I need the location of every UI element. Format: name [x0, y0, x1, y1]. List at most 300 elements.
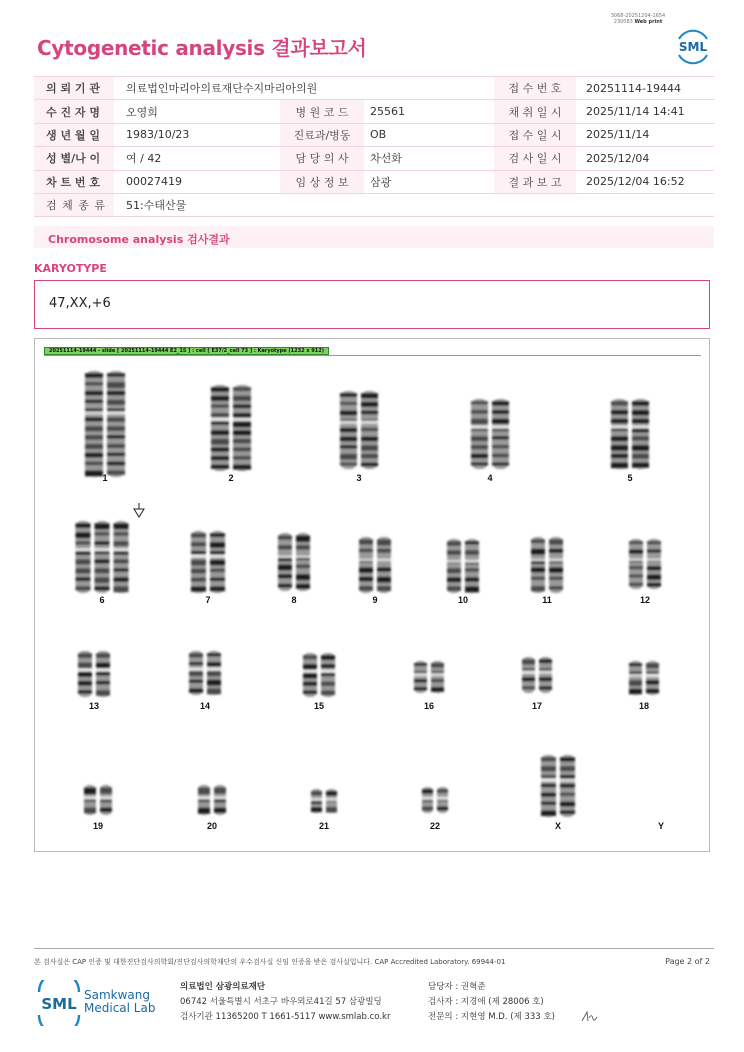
chromosome-band	[437, 789, 448, 793]
chromosome-10	[446, 539, 480, 593]
centromere	[295, 555, 311, 558]
chromosome-band	[95, 568, 110, 573]
chromosome-band	[191, 533, 206, 537]
chromosome-band	[303, 673, 317, 679]
chromosome-band	[114, 559, 129, 563]
chromosome-band	[431, 687, 444, 692]
label-department: 진료과/병동	[280, 123, 364, 146]
centromere	[646, 558, 662, 561]
chromosome-band	[76, 568, 91, 573]
centromere	[530, 558, 546, 561]
chromosome-band	[340, 454, 357, 460]
chromosome-11	[530, 537, 564, 593]
chromosome-band	[361, 402, 378, 407]
chromosome-band	[541, 810, 556, 816]
chromosome-4	[470, 399, 510, 469]
chromosome-band	[191, 560, 206, 566]
sml-badge-logo	[673, 26, 713, 66]
chromosome-band	[107, 417, 125, 421]
centromere	[436, 797, 449, 800]
centromere	[559, 779, 576, 782]
centromere	[84, 411, 104, 414]
centromere	[83, 796, 97, 799]
chromosome-band	[210, 542, 225, 548]
chromosome-band	[311, 791, 322, 795]
staff-manager: 담당자 : 권혁준	[428, 982, 486, 992]
chromosome-band	[340, 402, 357, 405]
signature	[580, 1009, 600, 1025]
label-physician: 담 당 의 사	[280, 147, 364, 170]
centromere	[631, 426, 650, 429]
chromosome-8	[277, 533, 311, 591]
chromosome-band	[303, 664, 317, 670]
chromosome-band	[531, 549, 545, 555]
chromosome-band	[85, 373, 103, 378]
centromere	[206, 668, 222, 671]
chromosome-band	[422, 807, 433, 811]
info-row	[34, 170, 714, 193]
chromosome-band	[522, 686, 535, 689]
chromosome-band	[541, 784, 556, 787]
chromosome-band	[611, 436, 628, 441]
chromatid-body	[76, 521, 91, 593]
value-hospital-code: 25561	[364, 100, 494, 123]
chromosome-band	[76, 577, 91, 581]
centromere	[360, 421, 379, 424]
info-row	[34, 100, 714, 123]
chromosome-band	[211, 404, 229, 407]
chromosome-band	[76, 586, 91, 590]
chromosome-label-16: 16	[423, 701, 435, 711]
chromosome-label-6: 6	[99, 595, 105, 605]
chromosome-band	[78, 681, 92, 686]
patient-info-table	[34, 76, 714, 217]
chromosome-band	[233, 456, 251, 460]
chromosome-band	[114, 541, 129, 546]
chromosome-band	[303, 682, 317, 686]
chromosome-band	[189, 662, 203, 665]
centromere	[430, 673, 445, 676]
chromosome-band	[326, 791, 337, 796]
chromosome-band	[107, 373, 125, 376]
centromere	[339, 421, 358, 424]
chromosome-band	[431, 679, 444, 682]
centromere	[190, 555, 207, 558]
chromosome-band	[361, 463, 378, 467]
chromosome-band	[76, 559, 91, 564]
section-title: Chromosome analysis 검사결과	[34, 226, 714, 248]
chromosome-label-21: 21	[318, 821, 330, 831]
chromosome-band	[85, 417, 103, 421]
chromosome-band	[549, 586, 563, 590]
chromosome-band	[377, 539, 391, 545]
centromere	[106, 411, 126, 414]
chromosome-band	[233, 404, 251, 408]
logo-line2: Medical Lab	[84, 1001, 156, 1015]
chromosome-band	[211, 465, 229, 469]
chromosome-band	[471, 419, 488, 424]
chromosome-band	[549, 567, 563, 572]
chromosome-band	[629, 680, 642, 686]
chromosome-band	[549, 549, 563, 553]
chromosome-band	[210, 586, 225, 591]
chromosome-17	[521, 657, 553, 693]
chromosome-band	[447, 568, 461, 573]
chromosome-label-2: 2	[228, 473, 234, 483]
value-chart-no: 00027419	[114, 170, 280, 193]
lab-org-name: 의료법인 삼광의료재단	[180, 982, 266, 992]
chromosome-band	[321, 690, 335, 695]
chromatid-body	[647, 539, 661, 589]
centromere	[548, 558, 564, 561]
chromosome-20	[197, 785, 227, 815]
chromosome-band	[447, 550, 461, 555]
value-requesting-org: 의료법인마리아의료재단수지마리아의원	[114, 77, 494, 100]
chromosome-band	[611, 445, 628, 451]
chromosome-band	[233, 439, 251, 444]
chromosome-band	[361, 411, 378, 415]
centromere	[188, 668, 204, 671]
chromosome-X	[540, 755, 576, 817]
chromosome-band	[78, 653, 92, 658]
chromosome-band	[207, 662, 221, 666]
chromosome-band	[100, 808, 112, 813]
chromosome-band	[471, 401, 488, 404]
chromosome-band	[611, 454, 628, 458]
chromosome-band	[210, 578, 225, 582]
chromosome-label-14: 14	[199, 701, 211, 711]
chromosome-band	[114, 586, 129, 592]
label-hospital-code: 병 원 코 드	[280, 100, 364, 123]
chromosome-band	[361, 393, 378, 398]
chromosome-band	[647, 574, 661, 580]
chromosome-band	[189, 688, 203, 692]
value-test-date: 2025/12/04	[576, 147, 714, 170]
chromosome-band	[114, 577, 129, 582]
chromosome-band	[560, 802, 575, 807]
chromosome-band	[492, 462, 509, 465]
chromosome-21	[310, 789, 338, 813]
staff-info	[428, 980, 555, 1025]
chromosome-band	[211, 422, 229, 425]
centromere	[320, 670, 336, 673]
chromosome-band	[492, 454, 509, 458]
chromosome-band	[207, 688, 221, 694]
chromosome-band	[359, 586, 373, 591]
chromosome-band	[78, 690, 92, 694]
page-number: Page 2 of 2	[665, 957, 710, 966]
chromosome-band	[361, 454, 378, 459]
chromosome-band	[296, 535, 310, 542]
chromatid-body	[359, 537, 373, 593]
chromosome-band	[492, 419, 509, 424]
chromosome-band	[85, 462, 103, 466]
chromosome-9	[358, 537, 392, 593]
chromosome-band	[233, 422, 251, 428]
chromosome-band	[278, 545, 292, 549]
centromere	[446, 560, 462, 563]
chromosome-band	[447, 577, 461, 582]
chromosome-band	[471, 454, 488, 459]
chromosome-band	[214, 788, 226, 794]
chromosome-7	[190, 531, 226, 593]
chromosome-12	[628, 539, 662, 589]
chromosome-label-1: 1	[102, 473, 108, 483]
chromosome-band	[311, 807, 322, 812]
chromosome-band	[549, 539, 563, 544]
centromere	[302, 670, 318, 673]
centromere	[232, 418, 252, 421]
chromosome-band	[191, 578, 206, 582]
chromosome-band	[214, 808, 226, 813]
chromosome-band	[632, 419, 649, 424]
chromatid-body	[629, 539, 643, 589]
chromosome-band	[107, 462, 125, 466]
footer-accreditation-note: 본 검사실은 CAP 인증 및 대한진단검사의학회/진단검사의학재단의 우수검사실 신임 인증을 받은 검사실입니다. CAP Accredited Laboratory. 69944-01	[34, 958, 506, 966]
chromosome-band	[296, 545, 310, 550]
chromosome-label-17: 17	[531, 701, 543, 711]
chromosome-band	[321, 655, 335, 660]
chromosome-band	[560, 784, 575, 788]
chromosome-band	[492, 436, 509, 439]
chromosome-3	[339, 391, 379, 469]
chromosome-band	[629, 549, 643, 553]
chromosome-band	[539, 686, 552, 689]
chromosome-band	[76, 541, 91, 544]
chromosome-band	[377, 586, 391, 591]
chromosome-band	[647, 541, 661, 544]
chromosome-band	[465, 586, 479, 592]
chromosome-band	[210, 533, 225, 537]
chromosome-band	[632, 462, 649, 467]
value-collection-time: 2025/11/14 14:41	[576, 100, 714, 123]
chromosome-band	[629, 663, 642, 666]
value-sex-age: 여 / 42	[114, 147, 280, 170]
chromosome-band	[531, 577, 545, 580]
chromosome-band	[233, 387, 251, 391]
chromosome-band	[76, 523, 91, 528]
centromere	[213, 796, 227, 799]
chromosome-label-3: 3	[356, 473, 362, 483]
staff-specialist: 전문의 : 지현영 M.D. (제 333 호)	[428, 1012, 555, 1022]
chromosome-band	[471, 462, 488, 465]
karyotype-result	[34, 280, 710, 329]
chromosome-15	[302, 653, 336, 697]
chromosome-label-18: 18	[638, 701, 650, 711]
chromosome-label-8: 8	[291, 595, 297, 605]
centromere	[538, 671, 553, 674]
chromosome-band	[632, 410, 649, 415]
centromere	[628, 558, 644, 561]
karyogram-caption: 20251114-19444 - slide [ 20251114-19444 E2_15 ] : cell [ E37/2_cell 73 ] : Karyotype (1232 x 912)	[44, 347, 329, 355]
chromosome-band	[359, 577, 373, 582]
chromosome-band	[85, 453, 103, 458]
chromosome-band	[340, 437, 357, 442]
chromosome-band	[539, 677, 552, 681]
chromosome-13	[77, 651, 111, 697]
chromosome-band	[233, 396, 251, 401]
chromosome-band	[114, 568, 129, 571]
chromosome-band	[531, 567, 545, 572]
chromosome-band	[321, 664, 335, 668]
centromere	[413, 673, 428, 676]
chromosome-2	[210, 385, 252, 471]
chromosome-19	[83, 785, 113, 815]
chromatid-body	[471, 399, 488, 469]
chromosome-band	[296, 564, 310, 568]
chromosome-band	[278, 564, 292, 570]
chromosome-band	[96, 672, 110, 676]
chromosome-band	[78, 672, 92, 677]
chromosome-band	[211, 439, 229, 445]
chromatid-body	[492, 399, 509, 469]
label-chart-no: 차 트 번 호	[34, 170, 114, 193]
chromosome-band	[447, 541, 461, 546]
karyotype-label: KARYOTYPE	[34, 262, 107, 275]
chromosome-band	[359, 567, 373, 573]
centromere	[277, 555, 293, 558]
chromosome-band	[361, 437, 378, 442]
info-row	[34, 147, 714, 170]
chromosome-band	[191, 542, 206, 546]
chromosome-band	[210, 569, 225, 572]
centromere	[197, 796, 211, 799]
chromosome-band	[632, 401, 649, 406]
chromosome-band	[340, 445, 357, 448]
centromere	[470, 426, 489, 429]
chromosome-band	[629, 574, 643, 577]
chromosome-label-5: 5	[627, 473, 633, 483]
print-meta-line1: 3068-20251204-1654	[610, 13, 666, 19]
chromosome-band	[326, 807, 337, 813]
chromosome-band	[85, 382, 103, 385]
label-accession-no: 접 수 번 호	[494, 77, 576, 100]
chromosome-label-19: 19	[92, 821, 104, 831]
chromosome-band	[211, 387, 229, 392]
chromosome-band	[431, 663, 444, 668]
lab-contact-line: 검사기관 11365200 T 1661-5117 www.smlab.co.kr	[180, 1012, 391, 1022]
logo-line1: Samkwang	[84, 988, 150, 1002]
chromosome-band	[611, 401, 628, 405]
chromosome-band	[647, 549, 661, 552]
chromosome-band	[321, 682, 335, 686]
chromosome-band	[296, 574, 310, 580]
chromosome-band	[414, 679, 427, 682]
logo-word: SML	[41, 995, 77, 1013]
karyotype-value: 47,XX,+6	[49, 296, 111, 311]
chromatid-body	[278, 533, 292, 591]
chromosome-band	[414, 663, 427, 666]
chromosome-band	[95, 523, 110, 529]
label-requesting-org: 의 뢰 기 관	[34, 77, 114, 100]
print-meta	[598, 13, 678, 25]
value-result-report: 2025/12/04 16:52	[576, 170, 714, 193]
chromosome-band	[361, 445, 378, 451]
chromosome-band	[207, 671, 221, 676]
chromosome-band	[340, 411, 357, 416]
chromosome-band	[560, 766, 575, 771]
chromosome-band	[414, 687, 427, 690]
chromosome-band	[340, 428, 357, 432]
chromosome-band	[107, 435, 125, 439]
chromosome-band	[191, 586, 206, 591]
karyogram-drawing	[35, 339, 711, 853]
centromere	[95, 668, 111, 671]
value-received-time: 2025/11/14	[576, 123, 714, 146]
centromere	[358, 558, 374, 561]
chromosome-band	[107, 453, 125, 456]
web-print-label: Web print	[634, 19, 663, 25]
chromosome-band	[647, 566, 661, 570]
chromosome-band	[522, 677, 535, 681]
label-clinical-info: 임 상 정 보	[280, 170, 364, 193]
chromosome-band	[114, 532, 129, 535]
chromosome-band	[84, 808, 96, 814]
chromosome-band	[191, 551, 206, 554]
chromosome-band	[76, 532, 91, 538]
chromosome-band	[189, 671, 203, 676]
centromere	[491, 426, 510, 429]
chromosome-band	[85, 426, 103, 431]
chromosome-band	[492, 401, 509, 405]
chromosome-band	[359, 549, 373, 553]
badge-text: SML	[678, 40, 708, 54]
value-patient-name: 오영희	[114, 100, 280, 123]
chromosome-band	[321, 673, 335, 676]
value-department: OB	[364, 123, 494, 146]
chromosome-band	[107, 400, 125, 405]
chromosome-band	[303, 655, 317, 659]
label-collection-time: 채 취 일 시	[494, 100, 576, 123]
chromosome-14	[188, 651, 222, 695]
chromosome-label-20: 20	[206, 821, 218, 831]
chromosome-band	[95, 586, 110, 590]
chromosome-band	[278, 535, 292, 539]
chromosome-band	[340, 393, 357, 397]
chromosome-band	[96, 681, 110, 685]
chromosome-band	[422, 789, 433, 793]
chromosome-band	[361, 428, 378, 431]
chromosome-band	[100, 788, 112, 794]
chromosome-band	[560, 793, 575, 796]
chromosome-band	[541, 766, 556, 771]
chromosome-band	[465, 541, 479, 544]
centromere	[94, 548, 111, 551]
chromosome-band	[189, 680, 203, 683]
centromere	[325, 798, 338, 801]
chromosome-1	[84, 371, 126, 477]
chromatid-body	[114, 521, 129, 593]
chromosome-band	[646, 663, 659, 668]
chromosome-label-9: 9	[372, 595, 378, 605]
chromosome-5	[610, 399, 650, 469]
chromosome-band	[96, 663, 110, 669]
chromosome-band	[84, 788, 96, 795]
chromosome-band	[646, 680, 659, 684]
chromosome-band	[359, 539, 373, 544]
chromosome-band	[85, 400, 103, 403]
chromosome-band	[377, 549, 391, 553]
chromosome-band	[296, 584, 310, 589]
chromatid-body	[549, 537, 563, 593]
value-clinical-info: 삼광	[364, 170, 494, 193]
chromosome-band	[233, 430, 251, 435]
label-result-report: 결 과 보 고	[494, 170, 576, 193]
chromosome-band	[465, 577, 479, 582]
chromosome-band	[471, 436, 488, 441]
chromosome-band	[107, 444, 125, 448]
logo-text	[84, 989, 155, 1015]
